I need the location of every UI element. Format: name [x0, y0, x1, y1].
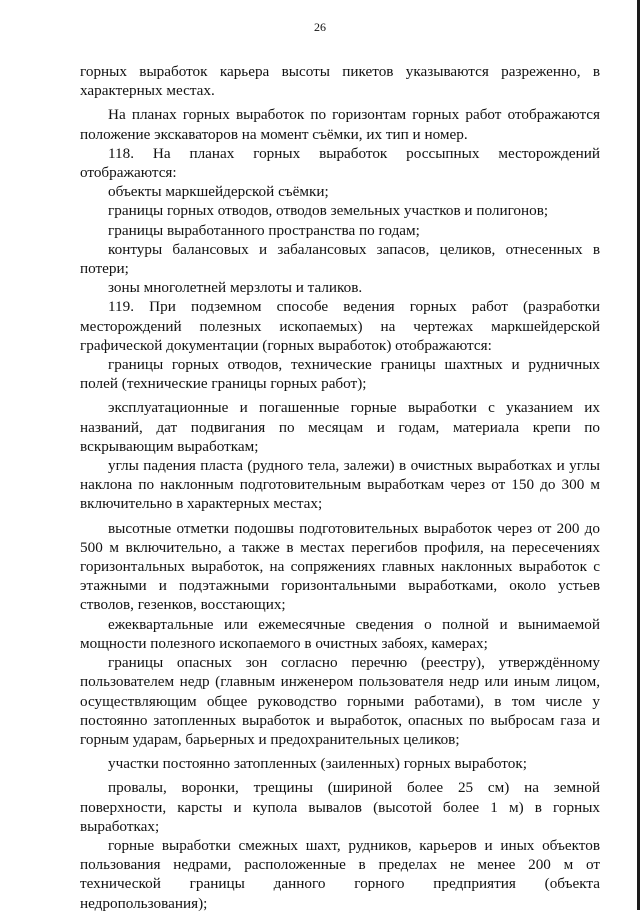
page-number: 26: [314, 20, 326, 34]
list-item-elevation-marks: высотные отметки подошвы подготовительных выработок через от 200 до 500 м включительно, а также в местах перегибов профиля, на пересечениях горизонтальных выработок, на сопряжениях главных наклонных выработок с этажными и подэтажными горизонтальными выработками, около устьев стволов, гезенков, восстающих;: [80, 519, 600, 614]
list-item-surface-failures: провалы, воронки, трещины (шириной более 25 см) на земной поверхности, карсты и купола вывалов (высотой более 1 м) в горных выработках;: [80, 779, 600, 835]
list-item-allotment-boundaries: границы горных отводов, отводов земельных участков и полигонов;: [108, 202, 549, 220]
list-item-reserves-contours: контуры балансовых и забалансовых запасов, целиков, отнесенных в потери;: [80, 240, 600, 278]
paragraph-continuation: горных выработок карьера высоты пикетов указываются разреженно, в характерных местах.: [80, 63, 600, 100]
list-item-survey-objects: объекты маркшейдерской съёмки;: [108, 183, 329, 201]
list-item-operational-workings: эксплуатационные и погашенные горные выработки с указанием их названий, дат подвигания по месяцам и годам, материала крепи по вскрывающим выработкам;: [80, 399, 600, 455]
list-item-dip-angles: углы падения пласта (рудного тела, залежи) в очистных выработках и углы наклона по наклонным подготовительным выработкам через от 150 до 300 м включительно в характерных местах;: [80, 457, 600, 513]
paragraph-118-intro: 118. На планах горных выработок россыпных месторождений отображаются:: [80, 144, 600, 182]
list-item-worked-space: границы выработанного пространства по годам;: [108, 221, 420, 239]
list-item-flooded-workings: участки постоянно затопленных (заиленных) горных выработок;: [108, 755, 527, 773]
list-item-thickness-data: ежеквартальные или ежемесячные сведения о полной и вынимаемой мощности полезного ископаемого в очистных забоях, камерах;: [80, 615, 600, 652]
paragraph-119-intro: 119. При подземном способе ведения горных работ (разработки месторождений полезных ископаемых) на чертежах маркшейдерской графической документации (горных выработок) отображаются:: [80, 298, 600, 354]
list-item-adjacent-workings: горные выработки смежных шахт, рудников, карьеров и иных объектов пользования недрами, расположенные в пределах не менее 200 м от технической границы данного горного предприятия (объекта недропользования);: [80, 836, 600, 912]
list-item-field-boundaries: границы горных отводов, технические границы шахтных и рудничных полей (технические границы горных работ);: [80, 356, 600, 393]
paragraph-excavators: На планах горных выработок по горизонтам горных работ отображаются положение экскаваторов на момент съёмки, их тип и номер.: [80, 106, 600, 143]
list-item-permafrost: зоны многолетней мерзлоты и таликов.: [108, 279, 363, 297]
list-item-danger-zones: границы опасных зон согласно перечню (реестру), утверждённому пользователем недр (главным инженером пользователя недр или иным лицом, осуществляющим общее руководство горными работами), в том числе у постоянно затопленных выработок и выработок, опасных по выбросам газа и горным ударам, барьерных и предохранительных целиков;: [80, 654, 600, 748]
document-body: [80, 62, 600, 913]
